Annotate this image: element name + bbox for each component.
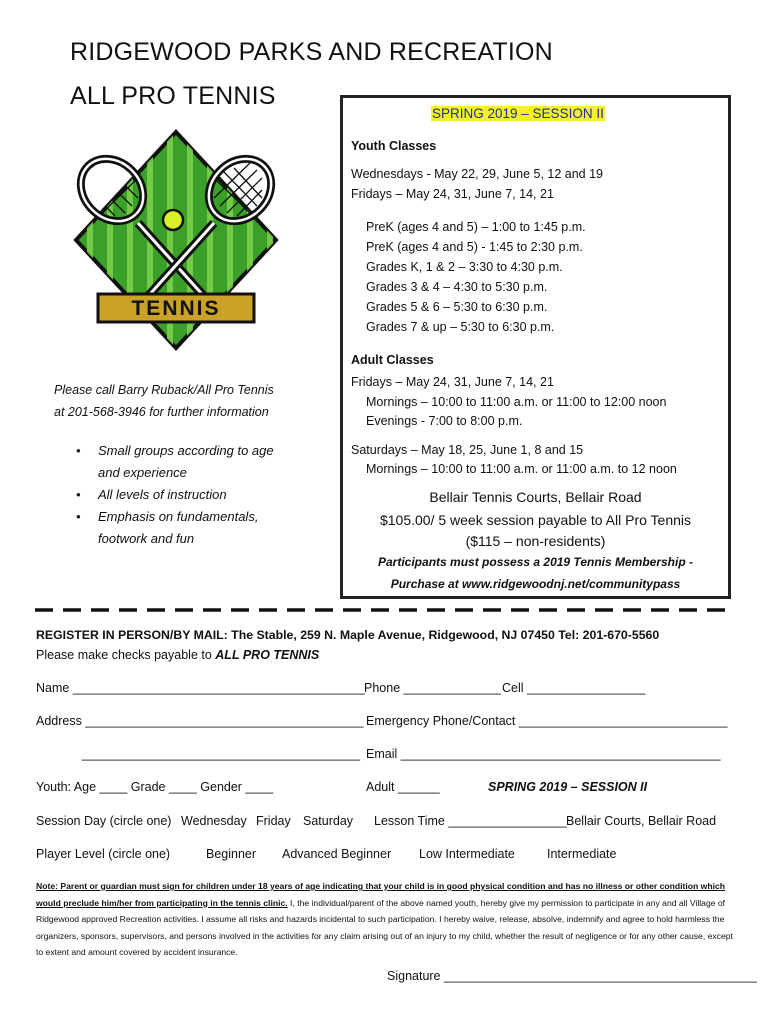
membership-line-2: Purchase at www.ridgewoodnj.net/communitypass bbox=[390, 577, 681, 591]
tennis-ball-icon bbox=[163, 210, 183, 230]
name-field[interactable]: Name __________________________________________ bbox=[36, 681, 365, 695]
list-item: • Small groups according to age and experience bbox=[76, 440, 316, 484]
address-line-2-field[interactable]: ________________________________________ bbox=[82, 747, 361, 761]
option-friday[interactable]: Friday bbox=[256, 814, 291, 828]
youth-info-field[interactable]: Youth: Age ____ Grade ____ Gender ____ bbox=[36, 780, 274, 794]
cell-field[interactable]: Cell _________________ bbox=[502, 681, 646, 695]
phone-field[interactable]: Phone ______________ bbox=[364, 681, 501, 695]
emergency-contact-field[interactable]: Emergency Phone/Contact ______________________________ bbox=[366, 714, 728, 728]
adult-fridays: Fridays – May 24, 31, June 7, 14, 21 bbox=[351, 375, 554, 389]
org-title: RIDGEWOOD PARKS AND RECREATION bbox=[70, 38, 553, 66]
form-season-label: SPRING 2019 – SESSION II bbox=[488, 780, 648, 794]
location-text: Bellair Tennis Courts, Bellair Road bbox=[429, 489, 642, 505]
adult-mornings: Mornings – 10:00 to 11:00 a.m. or 11:00 to 12:00 noon bbox=[366, 395, 667, 409]
youth-time: Grades 3 & 4 – 4:30 to 5:30 p.m. bbox=[366, 280, 548, 294]
bullet-icon: • bbox=[76, 487, 81, 502]
liability-note: Note: Parent or guardian must sign for children under 18 years of age indicating that your child is in good physical condition and has no illness or other condition which would preclude him/her from participating in the tennis clinic. I, the individual/parent of the above named youth, hereby give my permission to participate in any and all Village of Ridgewood approved Recreation activities. I assume all risks and hazards incidental to such participation. I hereby waive, release, absolve, indemnify and agree to hold harmless the organizers, sponsors, supervisors, and persons involved in the activities for any claim arising out of an injury to my child, whether the result of negligence or for any other cause, except to extent and amount covered by accident insurance. bbox=[36, 881, 733, 957]
youth-time: PreK (ages 4 and 5) – 1:00 to 1:45 p.m. bbox=[366, 220, 586, 234]
membership-line-1: Participants must possess a 2019 Tennis Membership - bbox=[378, 555, 693, 569]
youth-days-2: Fridays – May 24, 31, June 7, 14, 21 bbox=[351, 187, 554, 201]
address-field[interactable]: Address ________________________________________ bbox=[36, 714, 364, 728]
youth-heading: Youth Classes bbox=[351, 139, 437, 153]
contact-line-2: at 201-568-3946 for further information bbox=[54, 405, 269, 419]
feature-list bbox=[76, 440, 316, 550]
fee-text: $105.00/ 5 week session payable to All Pro Tennis bbox=[379, 512, 692, 528]
bullet-icon: • bbox=[76, 509, 81, 524]
adult-heading: Adult Classes bbox=[351, 353, 434, 367]
option-wednesday[interactable]: Wednesday bbox=[181, 814, 247, 828]
bullet-icon: • bbox=[76, 443, 81, 458]
option-low-intermediate[interactable]: Low Intermediate bbox=[419, 847, 515, 861]
fee-nonres-text: ($115 – non-residents) bbox=[465, 533, 606, 549]
tennis-logo bbox=[70, 128, 282, 352]
adult-field[interactable]: Adult ______ bbox=[366, 780, 440, 794]
player-level-label: Player Level (circle one) bbox=[36, 847, 171, 861]
lesson-time-field[interactable]: Lesson Time _________________ bbox=[374, 814, 567, 828]
logo-label: TENNIS bbox=[131, 297, 221, 320]
form-location: Bellair Courts, Bellair Road bbox=[566, 814, 717, 828]
contact-line-1: Please call Barry Ruback/All Pro Tennis bbox=[54, 383, 274, 397]
register-heading: REGISTER IN PERSON/BY MAIL: The Stable, 259 N. Maple Avenue, Ridgewood, NJ 07450 Tel: 201-670-5560 bbox=[36, 628, 660, 642]
program-title: ALL PRO TENNIS bbox=[70, 82, 276, 110]
signature-field[interactable]: Signature _____________________________________________ bbox=[387, 969, 757, 983]
youth-time: Grades 5 & 6 – 5:30 to 6:30 p.m. bbox=[366, 300, 548, 314]
session-day-label: Session Day (circle one) bbox=[36, 814, 172, 828]
youth-time: Grades K, 1 & 2 – 3:30 to 4:30 p.m. bbox=[366, 260, 563, 274]
list-item: • Emphasis on fundamentals, footwork and fun bbox=[76, 506, 316, 550]
option-beginner[interactable]: Beginner bbox=[206, 847, 257, 861]
email-field[interactable]: Email ______________________________________________ bbox=[366, 747, 721, 761]
season-label: SPRING 2019 – SESSION II bbox=[432, 106, 604, 121]
option-saturday[interactable]: Saturday bbox=[303, 814, 354, 828]
option-advanced-beginner[interactable]: Advanced Beginner bbox=[282, 847, 392, 861]
adult-evenings: Evenings - 7:00 to 8:00 p.m. bbox=[366, 414, 523, 428]
youth-time: Grades 7 & up – 5:30 to 6:30 p.m. bbox=[366, 320, 555, 334]
adult-sat-mornings: Mornings – 10:00 to 11:00 a.m. or 11:00 a.m. to 12 noon bbox=[366, 462, 677, 476]
checks-payable: Please make checks payable to ALL PRO TENNIS bbox=[36, 648, 320, 662]
cut-line-divider bbox=[35, 606, 735, 614]
youth-time: PreK (ages 4 and 5) - 1:45 to 2:30 p.m. bbox=[366, 240, 583, 254]
list-item: • All levels of instruction bbox=[76, 484, 316, 506]
youth-days-1: Wednesdays - May 22, 29, June 5, 12 and 19 bbox=[351, 167, 604, 181]
option-intermediate[interactable]: Intermediate bbox=[547, 847, 617, 861]
adult-saturdays: Saturdays – May 18, 25, June 1, 8 and 15 bbox=[351, 443, 584, 457]
